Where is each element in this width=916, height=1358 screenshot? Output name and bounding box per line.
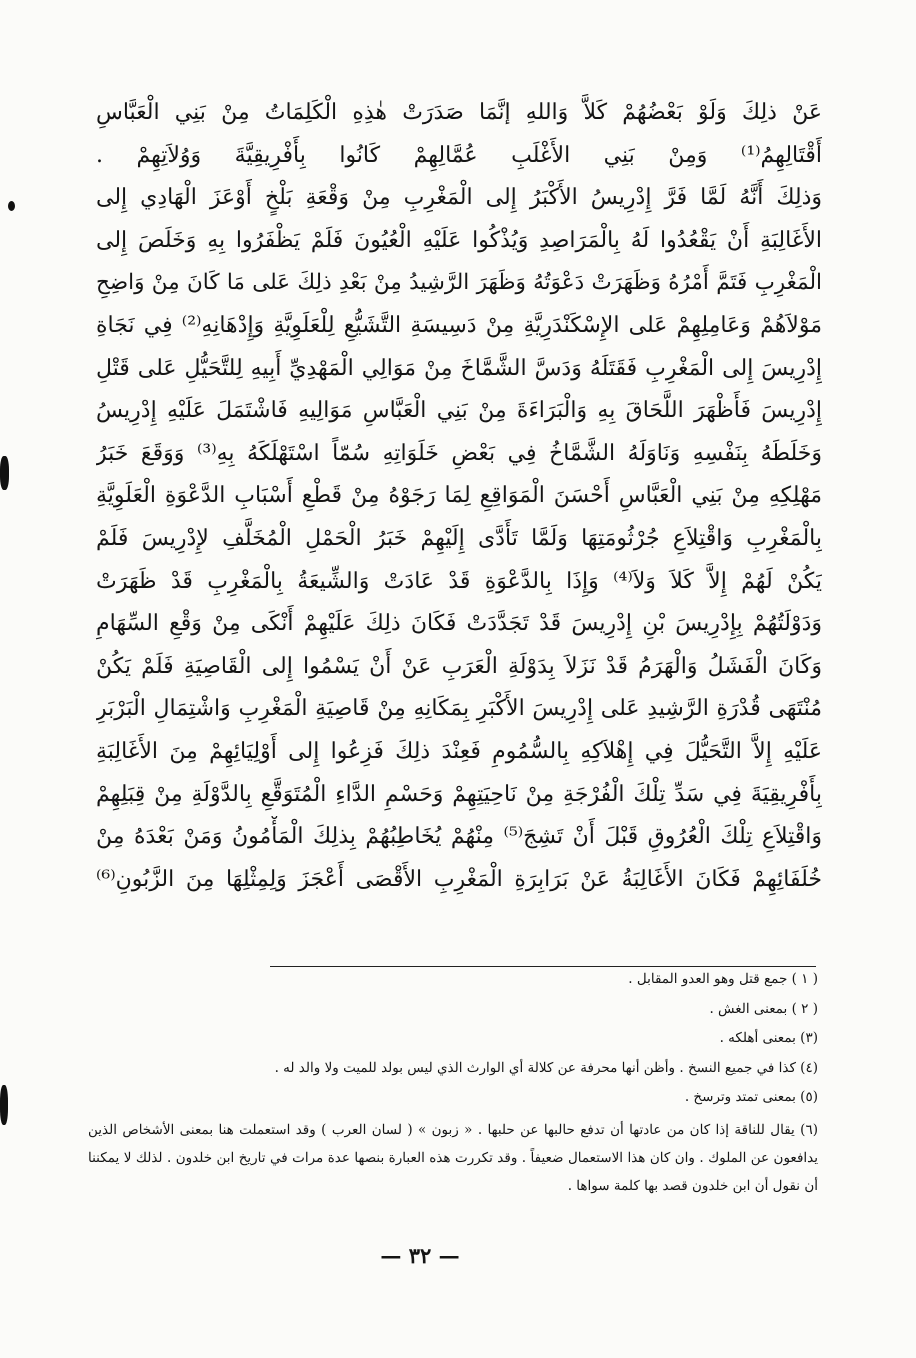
- text-line: إِدْرِيسَ فَأَظْهَرَ اللَّحَاقَ بِهِ وَالْبَرَاءَةَ مِنْ بَنِي الْعَبَّاسِ مَوَالِيهِ فَاشْتَمَلَ عَلَيْهِ إِدْرِيسُ: [96, 398, 822, 424]
- footnote-1: ( ١ ) جمع قتل وهو العدو المقابل .: [628, 971, 818, 987]
- text-line: الْمَغْرِبِ فَتَمَّ أَمْرُهُ وَظَهَرَتْ دَعْوَتُهُ وَظَهَرَ الرَّشِيدُ مِنْ بَعْدِ ذلِكَ عَلى مَا كَانَ مِنْ وَاضِحِ: [96, 270, 822, 296]
- text-line: وَخَلَطَهُ بِنَفْسِهِ وَنَاوَلَهُ الشَّمَّاخُ فِي بَعْضِ خَلَوَاتِهِ سُمّاً اسْتَهْلَكَهُ بِهِ⁽³⁾ وَوَقَعَ خَبَرُ: [96, 440, 822, 466]
- text-line: مَهْلِكِهِ مِنْ بَنِي الْعَبَّاسِ أَحْسَنَ الْمَوَاقِعِ لِمَا رَجَوْهُ مِنْ قَطْعِ أَسْبَابِ الدَّعْوَةِ الْعَلَوِيَّةِ: [96, 483, 822, 509]
- text-line: مَوْلاَهُمْ وَعَامِلِهِمْ عَلى الإِسْكَنْدَرِيَّةِ مِنْ دَسِيسَةِ التَّشَيُّعِ لِلْعَلَوِيَّةِ وَإِدْهَانِهِ⁽²⁾ فِي نَجَاةِ: [96, 312, 822, 338]
- main-text: [96, 92, 822, 901]
- footnote-5: (٥) بمعنى تمتد وترسخ .: [684, 1089, 818, 1105]
- text-line: بِأَفْرِيقِيَةَ فِي سَدِّ تِلْكَ الْفُرْجَةِ مِنْ نَاحِيَتِهِمْ وَحَسْمِ الدَّاءِ الْمُتَوَقَّعِ بِالدَّوْلَةِ مِنْ قِبَلِهِمْ: [96, 781, 822, 807]
- text-line: الأَغَالِبَةِ أَنْ يَقْعُدُوا لَهُ بِالْمَرَاصِدِ وَيُذْكُوا عَلَيْهِ الْعُيُونَ فَلَمْ يَظْفَرُوا بِهِ وَخَلَصَ إِلى: [96, 227, 822, 253]
- text-line: عَلَيْهِ إِلاَّ التَّحَيُّلَ فِي إِهْلاَكِهِ بِالسُّمُومِ فَعِنْدَ ذلِكَ فَزِعُوا إِلى أَوْلِيَائِهِمْ مِنَ الأَغَالِبَةِ: [96, 738, 822, 764]
- scan-mark: [0, 1085, 8, 1125]
- text-line: يَكُنْ لَهُمْ إِلاَّ كَلاَ وَلاَ⁽⁴⁾ وَإِذَا بِالدَّعْوَةِ قَدْ عَادَتْ وَالشِّيعَةُ بِالْمَغْرِبِ قَدْ ظَهَرَتْ: [96, 568, 822, 594]
- text-line: وَكَانَ الْفَشَلُ وَالْهَرَمُ قَدْ نَزَلاَ بِدَوْلَةِ الْعَرَبِ عَنْ أَنْ يَسْمُوا إِلى الْقَاصِيَةِ فَلَمْ يَكُنْ: [96, 653, 822, 679]
- text-line: أَقْتَالِهِمُ⁽¹⁾ وَمِنْ بَنِي الأَغْلَبِ عُمَّالِهِمْ كَانُوا بِأَفْرِيقِيَّةَ وَوُلاَتِهِمْ .: [96, 142, 822, 168]
- footnote-4: (٤) كذا في جميع النسخ . وأظن أنها محرفة عن كلالة أي الوارث الذي ليس بولد للميت ولا والد له .: [274, 1059, 818, 1076]
- scan-mark: [8, 201, 15, 211]
- text-line: خُلَفَائِهِمْ فَكَانَ الأَغَالِبَةُ عَنْ بَرَابِرَةِ الْمَغْرِبِ الأَقْصَى أَعْجَزَ وَلِمِثْلِهَا مِنَ الزَّبُونِ⁽⁶⁾: [96, 866, 822, 892]
- text-line: وَذلِكَ أَنَّهُ لَمَّا فَرَّ إِدْرِيسُ الأَكْبَرُ إِلى الْمَغْرِبِ مِنْ وَقْعَةِ بَلْخٍ أَوْعَزَ الْهَادِي إِلى: [96, 185, 822, 211]
- footnotes: [88, 968, 818, 1200]
- text-line: وَاقْتِلاَعِ تِلْكَ الْعُرُوقِ قَبْلَ أَنْ تَشِجَ⁽⁵⁾ مِنْهُمْ يُخَاطِبُهُمْ بِذلِكَ الْمَأْمُونُ وَمَنْ بَعْدَهُ مِنْ: [96, 824, 822, 850]
- text-line: عَنْ ذلِكَ وَلَوْ بَعْضُهُمْ كَلاَّ وَاللهِ إنَّمَا صَدَرَتْ هٰذِهِ الْكَلِمَاتُ مِنْ بَنِي الْعَبَّاسِ: [96, 100, 822, 125]
- text-line: وَدَوْلَتُهُمْ بِإِدْرِيسَ بْنِ إِدْرِيسَ قَدْ تَجَدَّدَتْ فَكَانَ ذلِكَ عَلَيْهِمْ أَنْكَى مِنْ وَقْعِ السِّهَامِ: [96, 611, 822, 637]
- footnote-3: (٣) بمعنى أهلكه .: [719, 1030, 818, 1046]
- text-line: مُنْتَهَى قُدْرَةِ الرَّشِيدِ عَلى إِدْرِيسَ الأَكْبَرِ بِمَكَانِهِ مِنْ قَاصِيَةِ الْمَغْرِبِ وَاشْتِمَالِ الْبَرْبَرِ: [96, 696, 822, 722]
- text-line: بِالْمَغْرِبِ وَاقْتِلاَعِ جُرْثُومَتِهَا وَلَمَّا تَأَدَّى إِلَيْهِمْ خَبَرُ الْحَمْلِ الْمُخَلَّفِ لإِدْرِيسَ فَلَمْ: [96, 525, 822, 551]
- footnote-6: (٦) يقال للناقة إذا كان من عادتها أن تدفع حالبها عن حلبها . « زبون » ( لسان العرب ) وقد استعملت هنا بمعنى الأشخاص الذين يدافعون عن الملوك . وان كان هذا الاستعمال ضعيفاً . وقد تكررت هذه العبارة بنصها عدة مرات في تاريخ ابن خلدون . لذلك لا يمكننا أن نقول أن ابن خلدون قصد بها كلمة سواها .: [88, 1121, 818, 1194]
- text-line: إِدْرِيسَ إِلى الْمَغْرِبِ فَقَتَلَهُ وَدَسَّ الشَّمَّاخَ مِنْ مَوَالِي الْمَهْدِيِّ أَبِيهِ لِلتَّحَيُّلِ عَلى قَتْلِ: [96, 355, 822, 381]
- scan-mark: [0, 456, 9, 490]
- footnote-divider: [270, 966, 816, 967]
- footnote-2: ( ٢ ) بمعنى الغش .: [709, 1000, 818, 1017]
- page-number: — ٣٢ —: [380, 1243, 460, 1268]
